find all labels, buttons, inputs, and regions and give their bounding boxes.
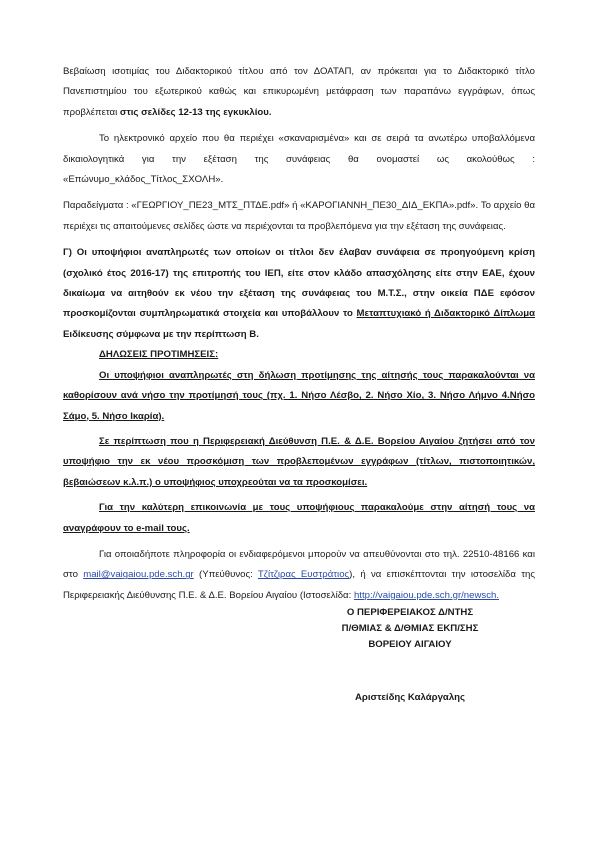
paragraph-examples: Παραδείγματα : «ΓΕΩΡΓΙΟΥ_ΠΕ23_ΜΤΣ_ΠΤΔΕ.pdf» ή «ΚΑΡΟΓΙΑΝΝΗ_ΠΕ30_ΔΙΔ_ΕΚΠΑ».pdf». Το αρχείο θα περιέχει τις απαιτούμενες σελίδες ώστε να περιέχονται τα προβλεπόμενα για την εξέταση της συνάφειας.	[63, 200, 535, 232]
paragraph-contact	[63, 545, 535, 606]
signatory-name: Αριστείδης Καλάργαλης	[355, 692, 465, 703]
paragraph-text: Για οποιαδήποτε πληροφορία οι ενδιαφερόμενοι μπορούν να απευθύνονται στο τηλ. 22510-48166 και στο	[63, 548, 535, 581]
email-link[interactable]: mail@vaigaiou.pde.sch.gr	[83, 569, 194, 581]
document-body	[63, 62, 535, 606]
paragraph-text: Γ) Οι υποψήφιοι αναπληρωτές των οποίων οι τίτλοι δεν έλαβαν συνάφεια σε προηγούμενη κρίση (σχολικό έτος 2016-17) της επιτροπής του ΙΕΠ, είτε στον κλάδο απασχόλησης είτε στην ΕΑΕ, έχουν δικαίωμα να αιτηθούν εκ νέου την εξέταση της συνάφειας του Μ.Τ.Σ., στην οικεία ΠΔΕ εφόσον προσκομίζονται συμπληρωματικά στοιχεία και υποβάλλουν το	[63, 247, 535, 320]
paragraph-text: Βεβαίωση ισοτιμίας του Διδακτορικού τίτλου από τον ΔΟΑΤΑΠ, αν πρόκειται για το Διδακτορικό τίτλο Πανεπιστημίου του εξωτερικού καθώς και επικυρωμένη μετάφραση των παραπάνω εγγράφων, όπως προβλέπεται	[63, 66, 535, 118]
signature-title-line-1: Ο ΠΕΡΙΦΕΡΕΙΑΚΟΣ Δ/ΝΤΗΣ	[346, 607, 474, 618]
paragraph-text: ), ή να επισκέπτονται την ιστοσελίδα της Περιφερειακής Διεύθυνσης Π.Ε. & Δ.Ε. Βορείου Αιγαίου (Ιστοσελίδα:	[63, 569, 535, 601]
paragraph-email-request: Για την καλύτερη επικοινωνία με τους υποψήφιους παρακαλούμε στην αίτησή τους να αναγράφουν το e-mail τους.	[63, 502, 535, 534]
paragraph-preferences: Οι υποψήφιοι αναπληρωτές στη δήλωση προτίμησης της αίτησής τους παρακαλούνται να καθορίσουν ανά νήσο την προτίμησή τους (πχ. 1. Νήσο Λέσβο, 2. Νήσο Χίο, 3. Νήσο Λήμνο 4.Νήσο Σάμο, 5. Νήσο Ικαρία).	[63, 369, 535, 422]
bold-reference: στις σελίδες 12-13 της εγκυκλίου.	[119, 106, 272, 118]
paragraph-electronic-file: Το ηλεκτρονικό αρχείο που θα περιέχει «σκαναρισμένα» και σε σειρά τα ανωτέρω υποβαλλόμενα δικαιολογητικά για την εξέταση της συνάφειας θα ονομαστεί ως ακολούθως : «Επώνυμο_κλάδος_Τίτλος_ΣΧΟΛΗ».	[63, 133, 535, 186]
signature-block	[300, 605, 520, 653]
paragraph-text: (Υπεύθυνος:	[193, 569, 258, 581]
website-link[interactable]: http://vaigaiou.pde.sch.gr/newsch.	[353, 589, 499, 601]
signature-title-line-2: Π/ΘΜΙΑΣ & Δ/ΘΜΙΑΣ ΕΚΠ/ΣΗΣ	[341, 623, 479, 634]
underlined-diploma: Μεταπτυχιακό ή Διδακτορικό Δίπλωμα	[356, 308, 535, 320]
signature-title-line-3: ΒΟΡΕΙΟΥ ΑΙΓΑΙΟΥ	[368, 639, 452, 650]
paragraph-doatap	[63, 62, 535, 123]
paragraph-text: Ειδίκευσης σύμφωνα με την περίπτωση Β.	[63, 328, 259, 340]
paragraph-documents-request: Σε περίπτωση που η Περιφερειακή Διεύθυνση Π.Ε. & Δ.Ε. Βορείου Αιγαίου ζητήσει από τον υποψήφιο την εκ νέου προσκόμιση των προβλεπομένων εγγράφων (τίτλων, πιστοποιητικών, βεβαιώσεων κ.λ.π.) ο υποψήφιος υποχρεούται να τα προσκομίσει.	[63, 435, 535, 488]
person-link[interactable]: Τζίτζιρας Ευστράτιος	[257, 569, 350, 581]
section-heading: ΔΗΛΩΣΕΙΣ ΠΡΟΤΙΜΗΣΕΙΣ:	[99, 349, 219, 361]
paragraph-section-c	[63, 243, 535, 345]
